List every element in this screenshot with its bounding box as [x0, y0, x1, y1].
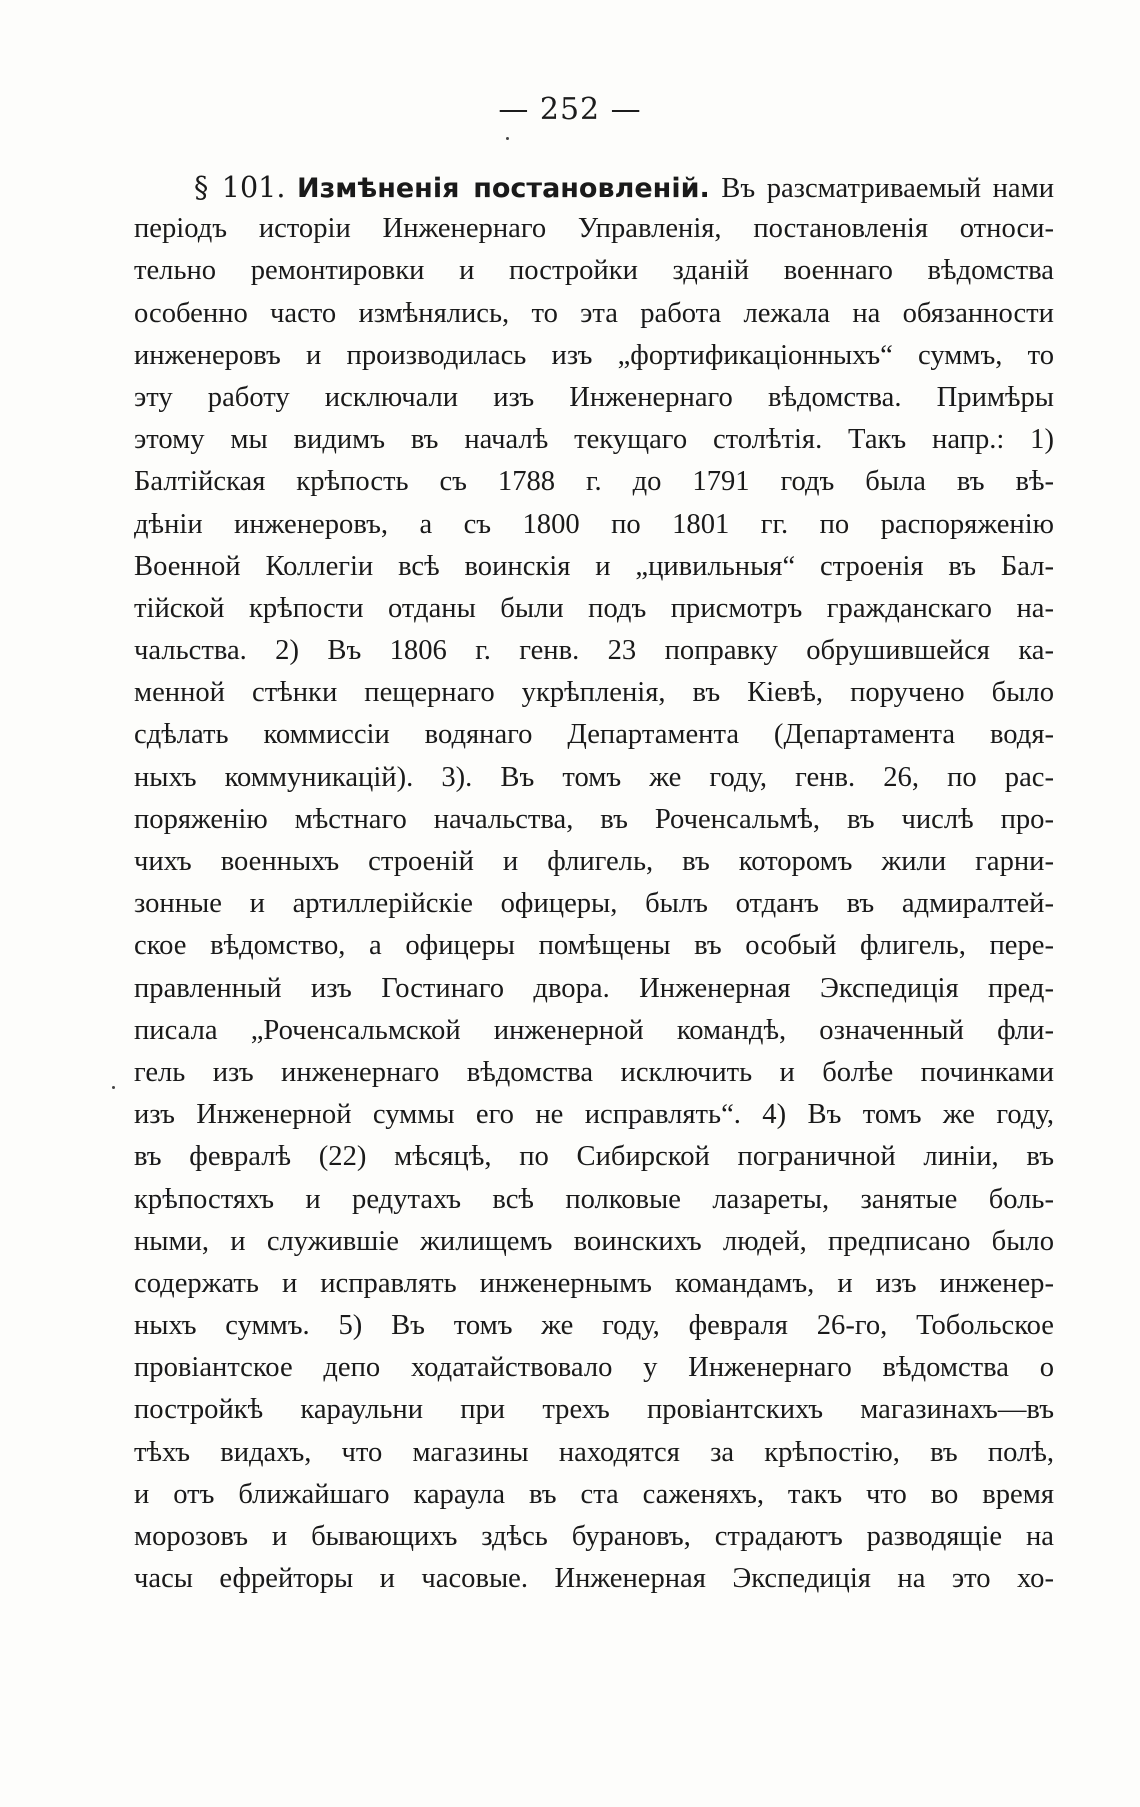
text-line: этому мы видимъ въ началѣ текущаго столѣтія. Такъ напр.: 1): [134, 424, 1054, 456]
text-line: тійской крѣпости отданы были подъ присмотръ гражданскаго на-: [134, 592, 1054, 624]
text-line: чихъ военныхъ строеній и флигель, въ которомъ жили гарни-: [134, 846, 1054, 877]
text-line: ское вѣдомство, а офицеры помѣщены въ особый флигель, пере-: [134, 930, 1054, 962]
text-line: гель изъ инженернаго вѣдомства исключить и болѣе починками: [134, 1056, 1054, 1088]
text-line: крѣпостяхъ и редутахъ всѣ полковые лазареты, занятые боль-: [134, 1183, 1054, 1215]
text-line: особенно часто измѣнялись, то эта работа лежала на обязанности: [134, 297, 1054, 329]
body-text: [134, 166, 1054, 1600]
paragraph-first-line: [134, 166, 1054, 208]
text-line: писала „Роченсальмской инженерной командѣ, означенный фли-: [134, 1014, 1054, 1046]
text-line: Балтійская крѣпость съ 1788 г. до 1791 годъ была въ вѣ-: [134, 466, 1054, 498]
print-speck: [506, 137, 509, 140]
text-line: ныхъ коммуникацій). 3). Въ томъ же году, генв. 26, по рас-: [134, 761, 1054, 793]
text-line: инженеровъ и производилась изъ „фортификаціонныхъ“ суммъ, то: [134, 339, 1054, 371]
text-line: морозовъ и бывающихъ здѣсь бурановъ, страдаютъ разводящіе на: [134, 1521, 1054, 1552]
text-line: часы ефрейторы и часовые. Инженерная Экспедиція на это хо-: [134, 1563, 1054, 1595]
text-line: чальства. 2) Въ 1806 г. генв. 23 поправку обрушившейся ка-: [134, 635, 1054, 667]
text-line: изъ Инженерной суммы его не исправлять“. 4) Въ томъ же году,: [134, 1099, 1054, 1131]
text-line: менной стѣнки пещернаго укрѣпленія, въ Кіевѣ, поручено было: [134, 677, 1054, 709]
print-speck: [112, 1086, 115, 1089]
text-line: Военной Коллегіи всѣ воинскія и „цивильныя“ строенія въ Бал-: [134, 550, 1054, 582]
section-number: § 101.: [194, 170, 286, 204]
text-line: постройкѣ караульни при трехъ провіантскихъ магазинахъ—въ: [134, 1394, 1054, 1426]
text-line: періодъ исторіи Инженернаго Управленія, постановленія относи-: [134, 213, 1054, 245]
text-line: поряженію мѣстнаго начальства, въ Роченсальмѣ, въ числѣ про-: [134, 803, 1054, 835]
text-line: зонные и артиллерійскіе офицеры, былъ отданъ въ адмиралтей-: [134, 888, 1054, 920]
first-line-text: Въ разсматриваемый нами: [721, 173, 1054, 204]
text-line: въ февралѣ (22) мѣсяцѣ, по Сибирской пограничной линіи, въ: [134, 1141, 1054, 1173]
text-line: дѣніи инженеровъ, а съ 1800 по 1801 гг. по распоряженію: [134, 508, 1054, 540]
text-line: тѣхъ видахъ, что магазины находятся за крѣпостію, въ полѣ,: [134, 1436, 1054, 1468]
page-number: — 252 —: [498, 92, 642, 127]
section-title: Измѣненія постановленій.: [296, 173, 710, 204]
text-line: ныхъ суммъ. 5) Въ томъ же году, февраля 26-го, Тобольское: [134, 1310, 1054, 1342]
text-line: ными, и служившіе жилищемъ воинскихъ людей, предписано было: [134, 1225, 1054, 1257]
text-line: и отъ ближайшаго караула въ ста саженяхъ, такъ что во время: [134, 1478, 1054, 1510]
text-line: тельно ремонтировки и постройки зданій военнаго вѣдомства: [134, 255, 1054, 287]
text-line: эту работу исключали изъ Инженернаго вѣдомства. Примѣры: [134, 381, 1054, 413]
text-line: содержать и исправлять инженернымъ командамъ, и изъ инженер-: [134, 1267, 1054, 1299]
text-line: правленный изъ Гостинаго двора. Инженерная Экспедиція пред-: [134, 972, 1054, 1004]
text-line: провіантское депо ходатайствовало у Инженернаго вѣдомства о: [134, 1352, 1054, 1384]
text-line: сдѣлать коммиссіи водянаго Департамента (Департамента водя-: [134, 719, 1054, 751]
